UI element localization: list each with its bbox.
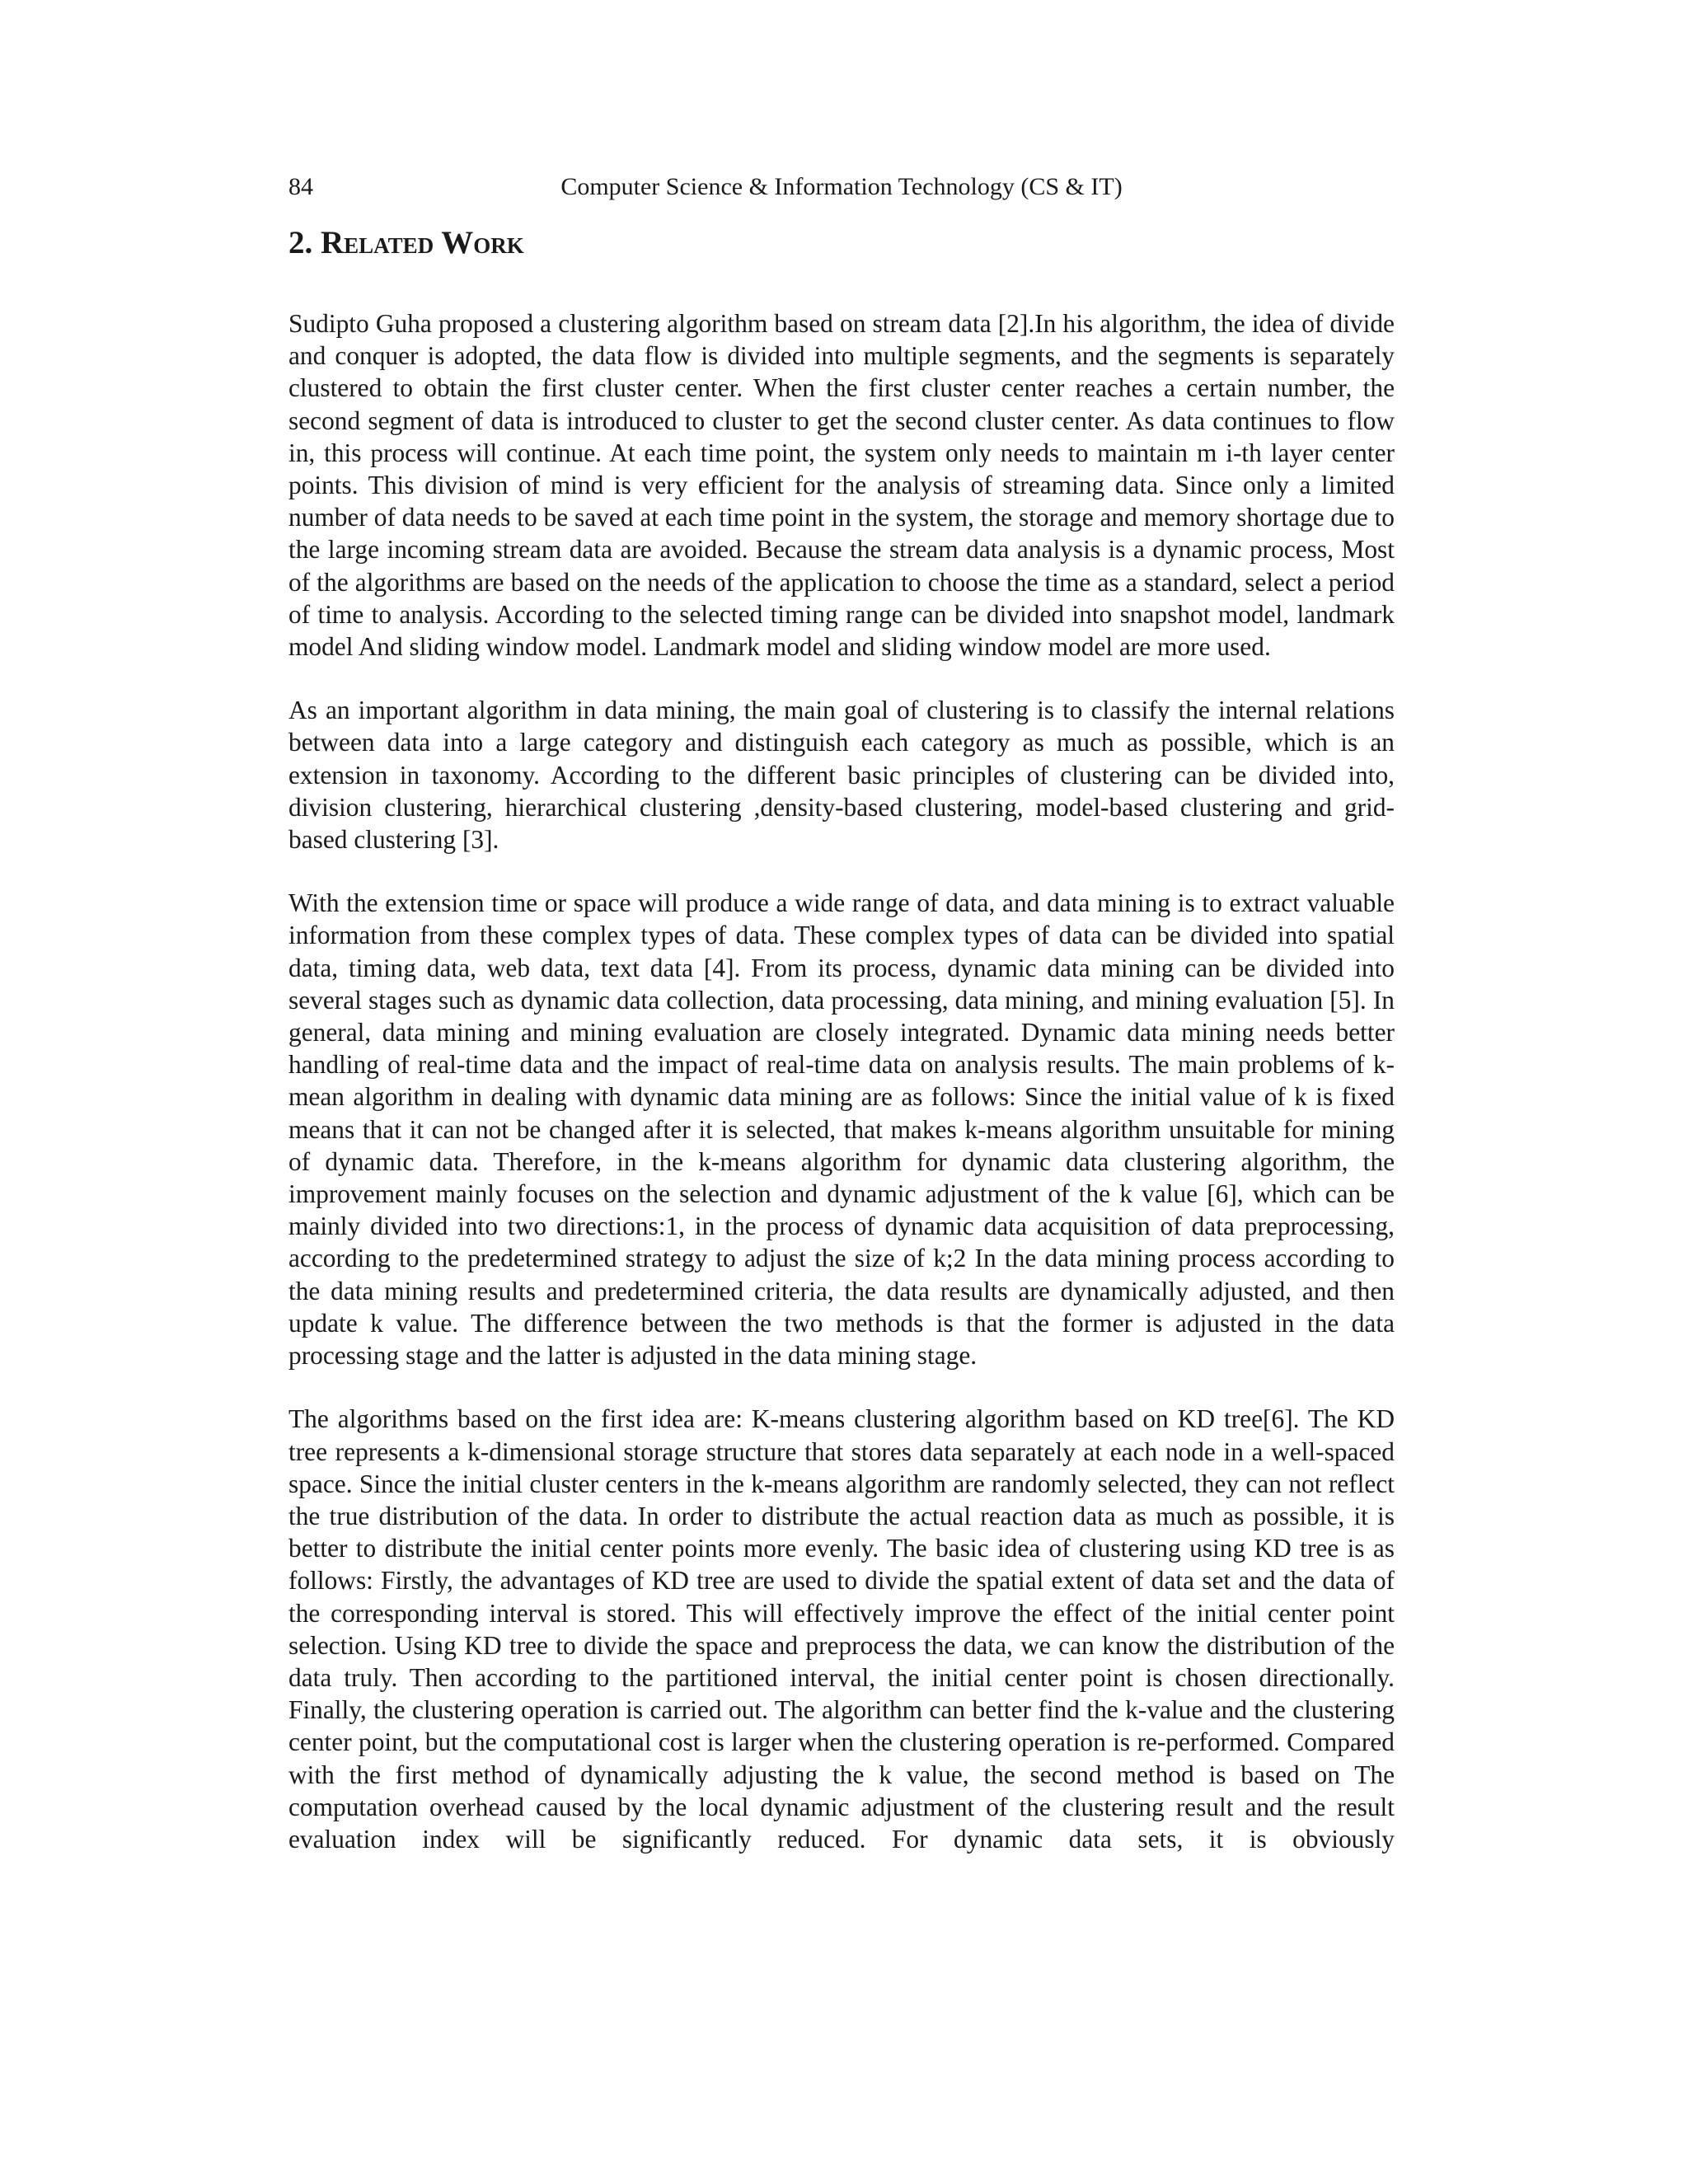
running-header — [288, 169, 1395, 205]
paragraph: Sudipto Guha proposed a clustering algorithm based on stream data [2].In his algorithm, the idea of divide and conquer is adopted, the data flow is divided into multiple segments, and the segments is separately clustered to obtain the first cluster center. When the first cluster center reaches a certain number, the second segment of data is introduced to cluster to get the second cluster center. As data continues to flow in, this process will continue. At each time point, the system only needs to maintain m i-th layer center points. This division of mind is very efficient for the analysis of streaming data. Since only a limited number of data needs to be saved at each time point in the system, the storage and memory shortage due to the large incoming stream data are avoided. Because the stream data analysis is a dynamic process, Most of the algorithms are based on the needs of the application to choose the time as a standard, select a period of time to analysis. According to the selected timing range can be divided into snapshot model, landmark model And sliding window model. Landmark model and sliding window model are more used. — [288, 309, 1395, 662]
journal-title: Computer Science & Information Technology (CS & IT) — [560, 173, 1123, 200]
paragraph: With the extension time or space will produce a wide range of data, and data mining is to extract valuable information from these complex types of data. These complex types of data can be divided into spatial data, timing data, web data, text data [4]. From its process, dynamic data mining can be divided into several stages such as dynamic data collection, data processing, data mining, and mining evaluation [5]. In general, data mining and mining evaluation are closely integrated. Dynamic data mining needs better handling of real-time data and the impact of real-time data on analysis results. The main problems of k-mean algorithm in dealing with dynamic data mining are as follows: Since the initial value of k is fixed means that it can not be changed after it is selected, that makes k-means algorithm unsuitable for mining of dynamic data. Therefore, in the k-means algorithm for dynamic data clustering algorithm, the improvement mainly focuses on the selection and dynamic adjustment of the k value [6], which can be mainly divided into two directions:1, in the process of dynamic data acquisition of data preprocessing, according to the predetermined strategy to adjust the size of k;2 In the data mining process according to the data mining results and predetermined criteria, the data results are dynamically adjusted, and then update k value. The difference between the two methods is that the former is adjusted in the data processing stage and the latter is adjusted in the data mining stage. — [288, 888, 1395, 1371]
body-text — [288, 307, 1395, 1855]
paragraph: The algorithms based on the first idea are: K-means clustering algorithm based on KD tree[6]. The KD tree represents a k-dimensional storage structure that stores data separately at each node in a well-spaced space. Since the initial cluster centers in the k-means algorithm are randomly selected, they can not reflect the true distribution of the data. In order to distribute the actual reaction data as much as possible, it is better to distribute the initial center points more evenly. The basic idea of clustering using KD tree is as follows: Firstly, the advantages of KD tree are used to divide the spatial extent of data set and the data of the corresponding interval is stored. This will effectively improve the effect of the initial center point selection. Using KD tree to divide the space and preprocess the data, we can know the distribution of the data truly. Then according to the partitioned interval, the initial center point is chosen directionally. Finally, the clustering operation is carried out. The algorithm can better find the k-value and the clustering center point, but the computational cost is larger when the clustering operation is re-performed. Compared with the first method of dynamically adjusting the k value, the second method is based on The computation overhead caused by the local dynamic adjustment of the clustering result and the result evaluation index will be significantly reduced. For dynamic data sets, it is obviously — [288, 1404, 1395, 1854]
paper-page — [288, 169, 1395, 1855]
page-number: 84 — [288, 173, 313, 200]
section-title: Related Work — [321, 225, 524, 260]
paragraph: As an important algorithm in data mining, the main goal of clustering is to classify the internal relations between data into a large category and distinguish each category as much as possible, which is an extension in taxonomy. According to the different basic principles of clustering can be divided into, division clustering, hierarchical clustering ,density-based clustering, model-based clustering and grid-based clustering [3]. — [288, 696, 1395, 855]
section-number: 2. — [288, 225, 321, 260]
section-heading — [288, 220, 1395, 266]
